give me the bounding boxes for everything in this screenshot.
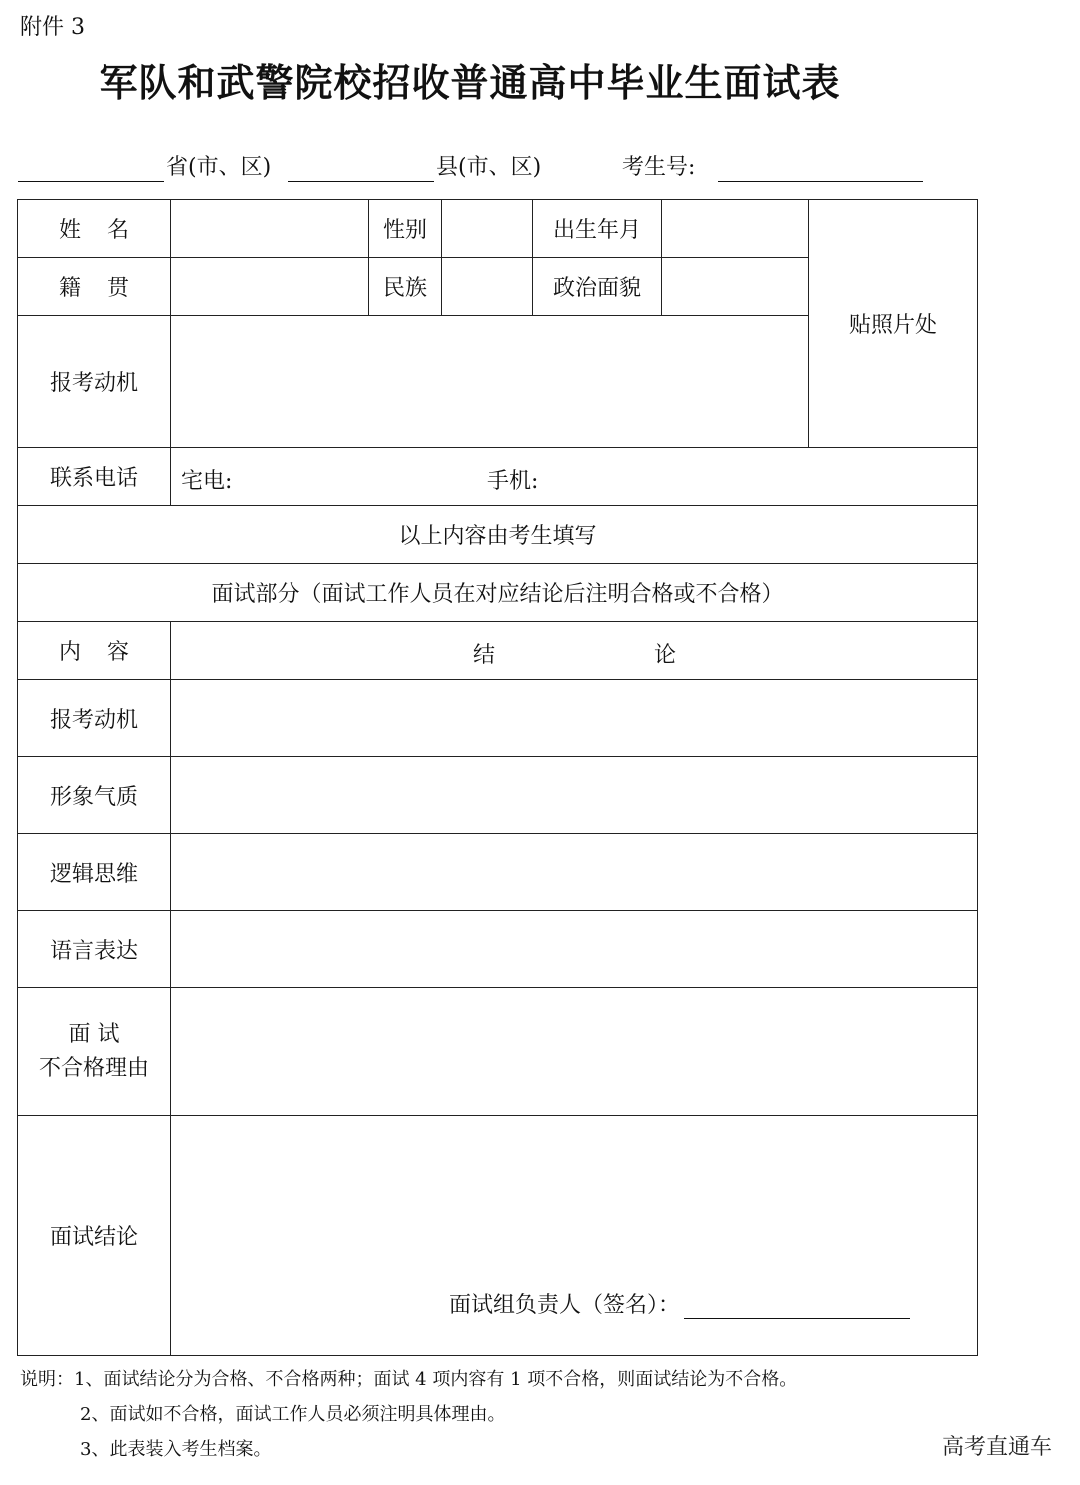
notes	[20, 1362, 797, 1467]
student-filled-note: 以上内容由考生填写	[18, 506, 978, 564]
form-title: 军队和武警院校招收普通高中毕业生面试表	[99, 60, 841, 105]
item-expression-conclusion[interactable]	[171, 911, 978, 988]
fail-reason-line1: 面 试	[68, 1021, 120, 1047]
photo-label: 贴照片处	[848, 313, 937, 338]
exam-number-blank[interactable]	[718, 181, 923, 182]
signature-line	[449, 1288, 910, 1319]
header-fields	[18, 150, 928, 184]
phone-label: 联系电话	[18, 448, 171, 506]
native-place-field[interactable]	[171, 258, 369, 316]
native-place-label: 籍贯	[18, 258, 171, 316]
item-logic-conclusion[interactable]	[171, 834, 978, 911]
photo-area[interactable]	[809, 200, 978, 448]
motive-field[interactable]	[171, 316, 809, 448]
note-3: 3、此表装入考生档案。	[80, 1439, 272, 1460]
result-field[interactable]	[171, 1116, 978, 1356]
item-expression-label: 语言表达	[18, 911, 171, 988]
ethnic-field[interactable]	[442, 258, 533, 316]
interview-section-title: 面试部分（面试工作人员在对应结论后注明合格或不合格）	[18, 564, 978, 622]
note-1: 说明：1、面试结论分为合格、不合格两种；面试 4 项内容有 1 项不合格，则面试结论为不合格。	[20, 1369, 798, 1390]
fail-reason-label	[18, 988, 171, 1116]
name-label: 姓名	[18, 200, 171, 258]
conclusion-header	[171, 622, 978, 680]
mobile-phone-label: 手机:	[487, 468, 539, 494]
gender-field[interactable]	[442, 200, 533, 258]
note-2: 2、面试如不合格，面试工作人员必须注明具体理由。	[80, 1404, 506, 1425]
watermark-text: 高考直通车	[941, 1435, 1052, 1460]
county-label: 县(市、区)	[436, 155, 542, 180]
fail-reason-field[interactable]	[171, 988, 978, 1116]
birth-label: 出生年月	[533, 200, 662, 258]
motive-label: 报考动机	[18, 316, 171, 448]
item-appearance-conclusion[interactable]	[171, 757, 978, 834]
county-blank[interactable]	[288, 181, 434, 182]
item-appearance-label: 形象气质	[18, 757, 171, 834]
political-status-label: 政治面貌	[533, 258, 662, 316]
attachment-label: 附件 3	[20, 15, 85, 40]
ethnic-label: 民族	[369, 258, 442, 316]
province-blank[interactable]	[18, 181, 164, 182]
signature-blank[interactable]	[684, 1294, 910, 1319]
gender-label: 性别	[369, 200, 442, 258]
fail-reason-line2: 不合格理由	[38, 1055, 149, 1081]
item-logic-label: 逻辑思维	[18, 834, 171, 911]
name-field[interactable]	[171, 200, 369, 258]
content-header: 内容	[18, 622, 171, 680]
home-phone-label: 宅电:	[181, 468, 233, 494]
province-label: 省(市、区)	[166, 155, 272, 180]
item-motive-conclusion[interactable]	[171, 680, 978, 757]
conclusion-header-part2: 论	[654, 642, 677, 668]
result-label: 面试结论	[18, 1116, 171, 1356]
interview-form-table	[17, 199, 978, 1356]
political-status-field[interactable]	[662, 258, 809, 316]
signature-label: 面试组负责人（签名）：	[449, 1292, 681, 1318]
phone-field[interactable]	[171, 448, 978, 506]
exam-number-label: 考生号:	[622, 155, 696, 180]
item-motive-label: 报考动机	[18, 680, 171, 757]
conclusion-header-part1: 结	[473, 642, 496, 668]
birth-field[interactable]	[662, 200, 809, 258]
